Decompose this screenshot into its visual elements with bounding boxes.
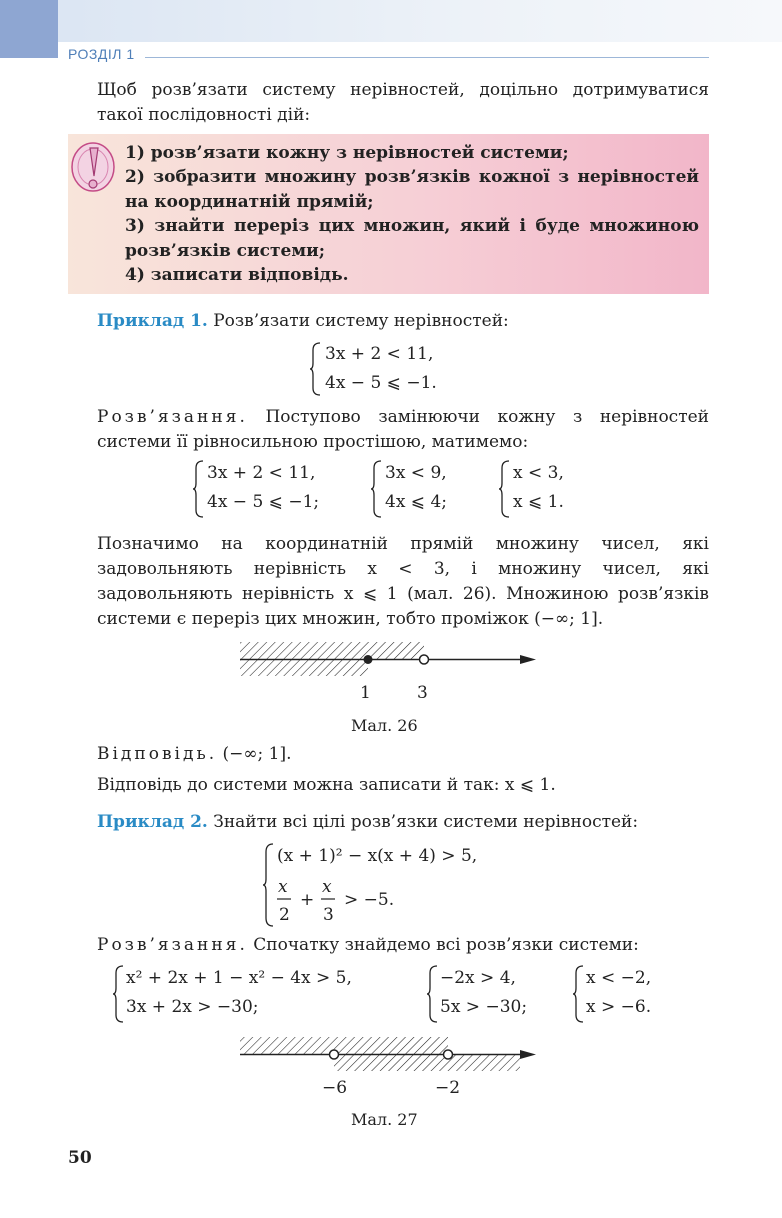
hatch-x-less-minus2 xyxy=(240,1037,448,1054)
system-tail: > −5. xyxy=(344,890,395,910)
example1-label: Приклад 1. xyxy=(97,311,208,331)
svg-text:x: x xyxy=(322,877,332,897)
solution-text: Поступово замінюючи кожну з нерівностей системи її рівносильною простішою, матимемо: xyxy=(97,407,709,452)
figure-caption: Мал. 27 xyxy=(351,1110,418,1129)
step1-system xyxy=(207,459,319,517)
tick-label: −6 xyxy=(322,1078,348,1098)
svg-text:x: x xyxy=(278,877,288,897)
tick-label: 1 xyxy=(360,683,371,703)
example1-task: Розв’язати систему нерівностей: xyxy=(213,311,509,331)
hatch-x-greater-minus6 xyxy=(334,1055,520,1071)
rule-step: 3) знайти переріз цих множин, який і буде множиною розв’язків системи; xyxy=(125,216,699,261)
system-line: 3x + 2 < 11, xyxy=(325,344,434,364)
page-number: 50 xyxy=(68,1148,92,1168)
answer-label: Відповідь. xyxy=(97,744,218,764)
hatch-x-le-1 xyxy=(240,660,368,676)
example2-heading xyxy=(97,810,709,835)
tick-label: −2 xyxy=(435,1078,461,1098)
system-line: 4x − 5 ⩽ −1. xyxy=(325,373,437,393)
header-band xyxy=(0,0,782,42)
open-point xyxy=(330,1050,339,1059)
answer-note: Відповідь до системи можна записати й так: x ⩽ 1. xyxy=(97,775,556,795)
header-rule xyxy=(145,57,709,58)
system-brace xyxy=(309,341,323,397)
closed-point xyxy=(364,655,373,664)
step2-system xyxy=(385,459,447,517)
solution-label: Розв’язання. xyxy=(97,935,248,955)
arrow-icon xyxy=(520,1050,536,1059)
system-brace xyxy=(112,964,126,1024)
number-line-26 xyxy=(230,636,550,686)
example1-system xyxy=(325,340,437,398)
rule-step: 2) зобразити множину розв’язків кожної з нерівностей на координатній прямій; xyxy=(125,167,699,212)
system-line: x ⩽ 1. xyxy=(513,492,564,512)
system-line: x² + 2x + 1 − x² − 4x > 5, xyxy=(126,968,352,988)
arrow-icon xyxy=(520,655,536,664)
step2-system xyxy=(440,964,527,1022)
example2-task: Знайти всі цілі розв’язки системи нерівностей: xyxy=(213,812,639,832)
corner-tab xyxy=(0,0,58,58)
system-brace xyxy=(572,964,586,1024)
system-line: 3x < 9, xyxy=(385,463,447,483)
step3-system xyxy=(586,964,651,1022)
system-line: x < 3, xyxy=(513,463,564,483)
step3-system xyxy=(513,459,564,517)
system-line: 5x > −30; xyxy=(440,997,528,1017)
open-point xyxy=(420,655,429,664)
system-line: −2x > 4, xyxy=(440,968,516,988)
figure-caption: Мал. 26 xyxy=(351,716,418,735)
solution-label: Розв’язання. xyxy=(97,407,248,427)
example1-solution xyxy=(97,405,709,455)
example1-answer xyxy=(97,742,709,767)
rule-steps xyxy=(125,141,699,287)
example2-label: Приклад 2. xyxy=(97,812,208,832)
intro-text: Щоб розв’язати систему нерівностей, доцільно дотримуватися такої послідовності дій: xyxy=(97,80,709,125)
system-brace xyxy=(498,459,512,519)
system-brace xyxy=(192,459,206,519)
answer-value: (−∞; 1]. xyxy=(222,744,292,764)
svg-text:3: 3 xyxy=(323,905,334,925)
system-brace xyxy=(262,842,276,928)
system-line: 4x − 5 ⩽ −1; xyxy=(207,492,320,512)
system-line: x > −6. xyxy=(586,997,652,1017)
system-line: 4x ⩽ 4; xyxy=(385,492,447,512)
rule-box xyxy=(68,134,709,294)
step1-system xyxy=(126,964,352,1022)
system-line: 3x + 2x > −30; xyxy=(126,997,259,1017)
example1-explanation: Позначимо на координатній прямій множину чисел, які задовольняють нерівність x < 3, і множину чисел, які задовольняють нерівність x ⩽ 1 (мал. 26). Множиною розв’язків системи є переріз цих множин, тобто проміжок (−∞; 1]. xyxy=(97,534,709,629)
section-title: РОЗДІЛ 1 xyxy=(68,46,135,62)
rule-step: 4) записати відповідь. xyxy=(125,265,349,286)
solution-text: Спочатку знайдемо всі розв’язки системи: xyxy=(253,935,639,955)
svg-text:+: + xyxy=(300,890,315,910)
hatch-x-less-3 xyxy=(240,642,424,659)
rule-step: 1) розв’язати кожну з нерівностей системи; xyxy=(125,143,569,163)
example2-line1: (x + 1)² − x(x + 4) > 5, xyxy=(277,846,478,866)
example2-solution xyxy=(97,933,709,958)
system-line: 3x + 2 < 11, xyxy=(207,463,316,483)
example1-heading xyxy=(97,309,709,334)
system-line: x < −2, xyxy=(586,968,652,988)
svg-text:2: 2 xyxy=(279,905,290,925)
exclamation-icon xyxy=(68,140,118,198)
number-line-27 xyxy=(230,1034,550,1078)
system-brace xyxy=(370,459,384,519)
system-brace xyxy=(426,964,440,1024)
open-point xyxy=(444,1050,453,1059)
tick-label: 3 xyxy=(417,683,428,703)
example2-line2 xyxy=(276,876,416,928)
